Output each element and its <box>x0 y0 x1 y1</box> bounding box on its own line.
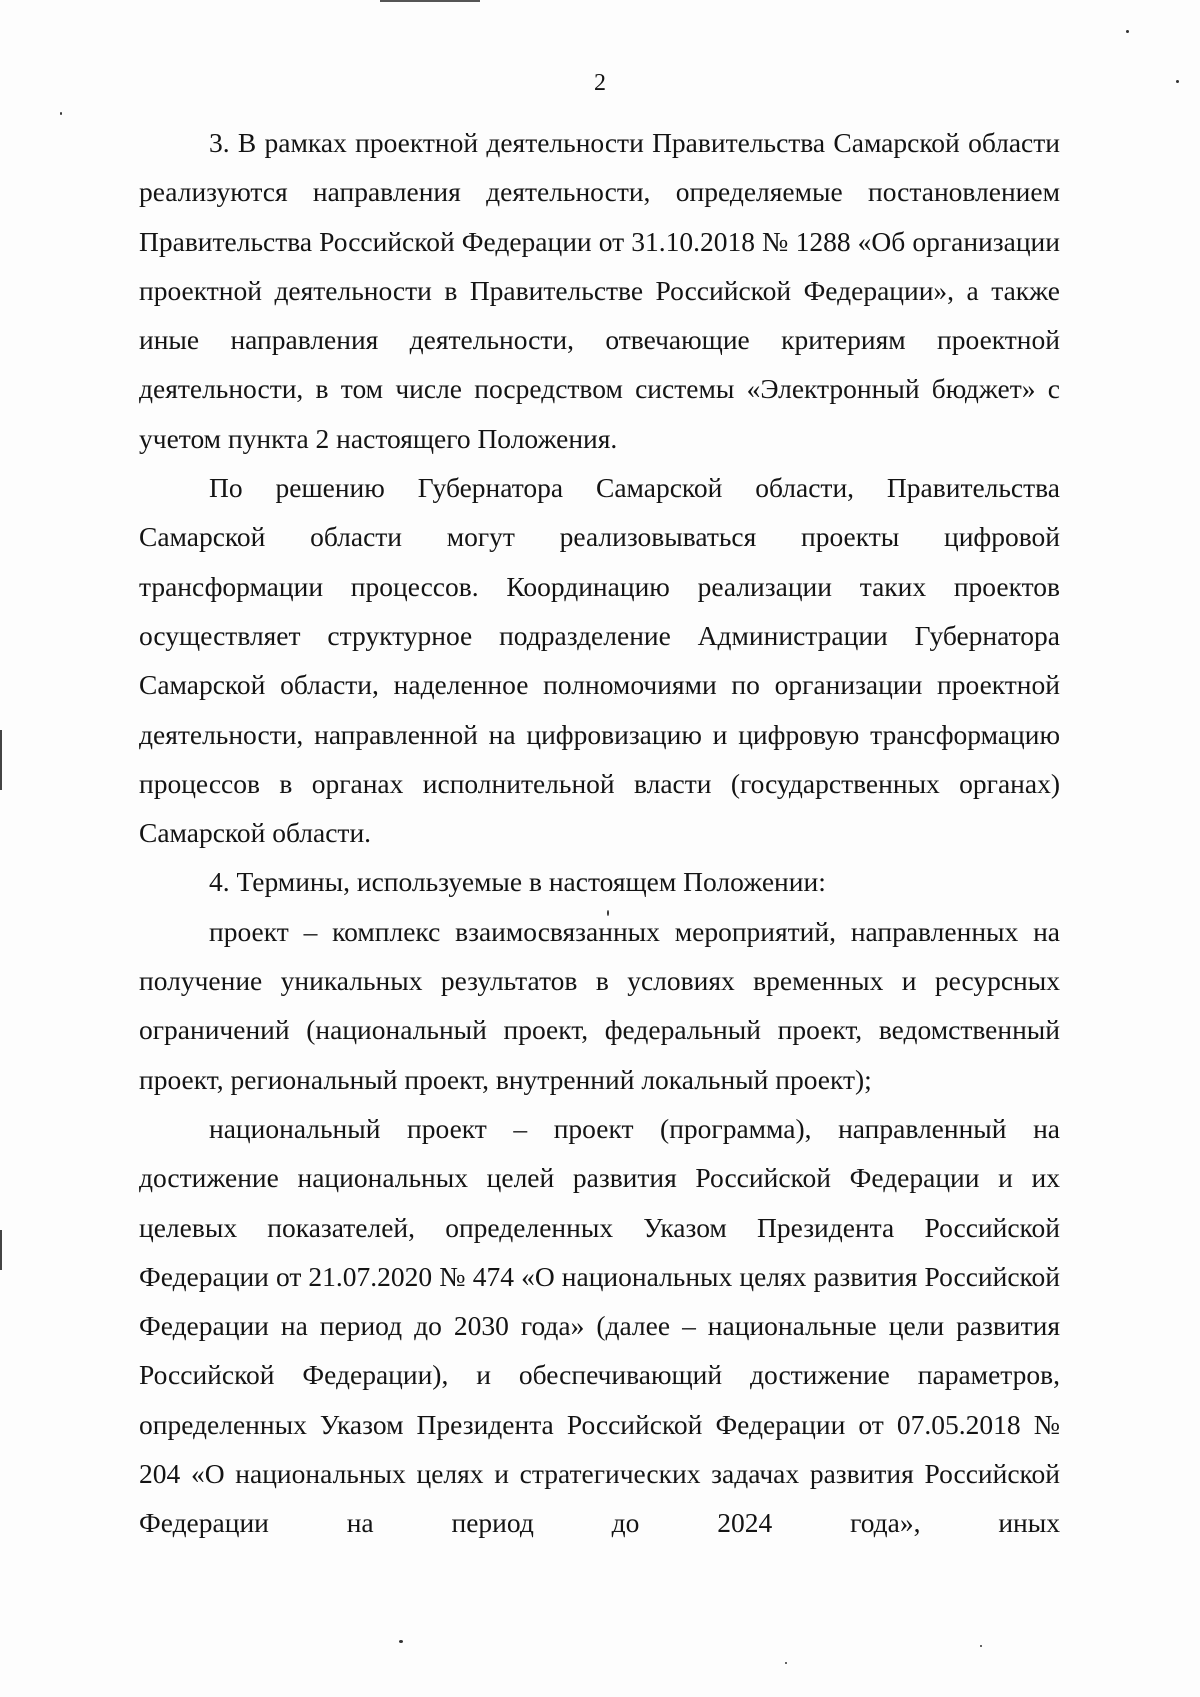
scan-edge-mark <box>0 1230 2 1270</box>
scan-speck <box>60 112 62 115</box>
document-body <box>139 118 1060 1548</box>
paragraph-section-4-heading: 4. Термины, используемые в настоящем Положении: <box>209 866 826 898</box>
scan-speck <box>1126 30 1129 33</box>
page-number: 2 <box>594 70 606 96</box>
scan-speck <box>980 1645 982 1647</box>
scan-speck <box>1176 80 1179 83</box>
scan-speck <box>399 1640 403 1643</box>
paragraph-term-national-project: национальный проект – проект (программа), направленный на достижение национальных целей развития Российской Федерации и их целевых показателей, определенных Указом Президента Российской Федерации от 21.07.2020 № 474 «О национальных целях развития Российской Федерации на период до 2030 года» (далее – национальные цели развития Российской Федерации), и обеспечивающий достижение параметров, определенных Указом Президента Российской Федерации от 07.05.2018 № 204 «О национальных целях и стратегических задачах развития Российской Федерации на период до 2024 года», иных <box>139 1112 1060 1539</box>
paragraph-governor-decision: По решению Губернатора Самарской области, Правительства Самарской области могут реализовываться проекты цифровой трансформации процессов. Координацию реализации таких проектов осуществляет структурное подразделение Администрации Губернатора Самарской области, наделенное полномочиями по организации проектной деятельности, направленной на цифровизацию и цифровую трансформацию процессов в органах исполнительной власти (государственных органах) Самарской области. <box>139 472 1060 849</box>
scan-speck <box>607 910 609 916</box>
paragraph-section-3: 3. В рамках проектной деятельности Правительства Самарской области реализуются направления деятельности, определяемые постановлением Правительства Российской Федерации от 31.10.2018 № 1288 «Об организации проектной деятельности в Правительстве Российской Федерации», а также иные направления деятельности, отвечающие критериям проектной деятельности, в том числе посредством системы «Электронный бюджет» с учетом пункта 2 настоящего Положения. <box>139 127 1060 454</box>
scan-edge-mark <box>380 0 480 2</box>
scan-edge-mark <box>0 730 2 790</box>
scan-speck <box>785 1662 787 1664</box>
paragraph-term-project: проект – комплекс взаимосвязанных мероприятий, направленных на получение уникальных результатов в условиях временных и ресурсных ограничений (национальный проект, федеральный проект, ведомственный проект, региональный проект, внутренний локальный проект); <box>139 915 1060 1095</box>
